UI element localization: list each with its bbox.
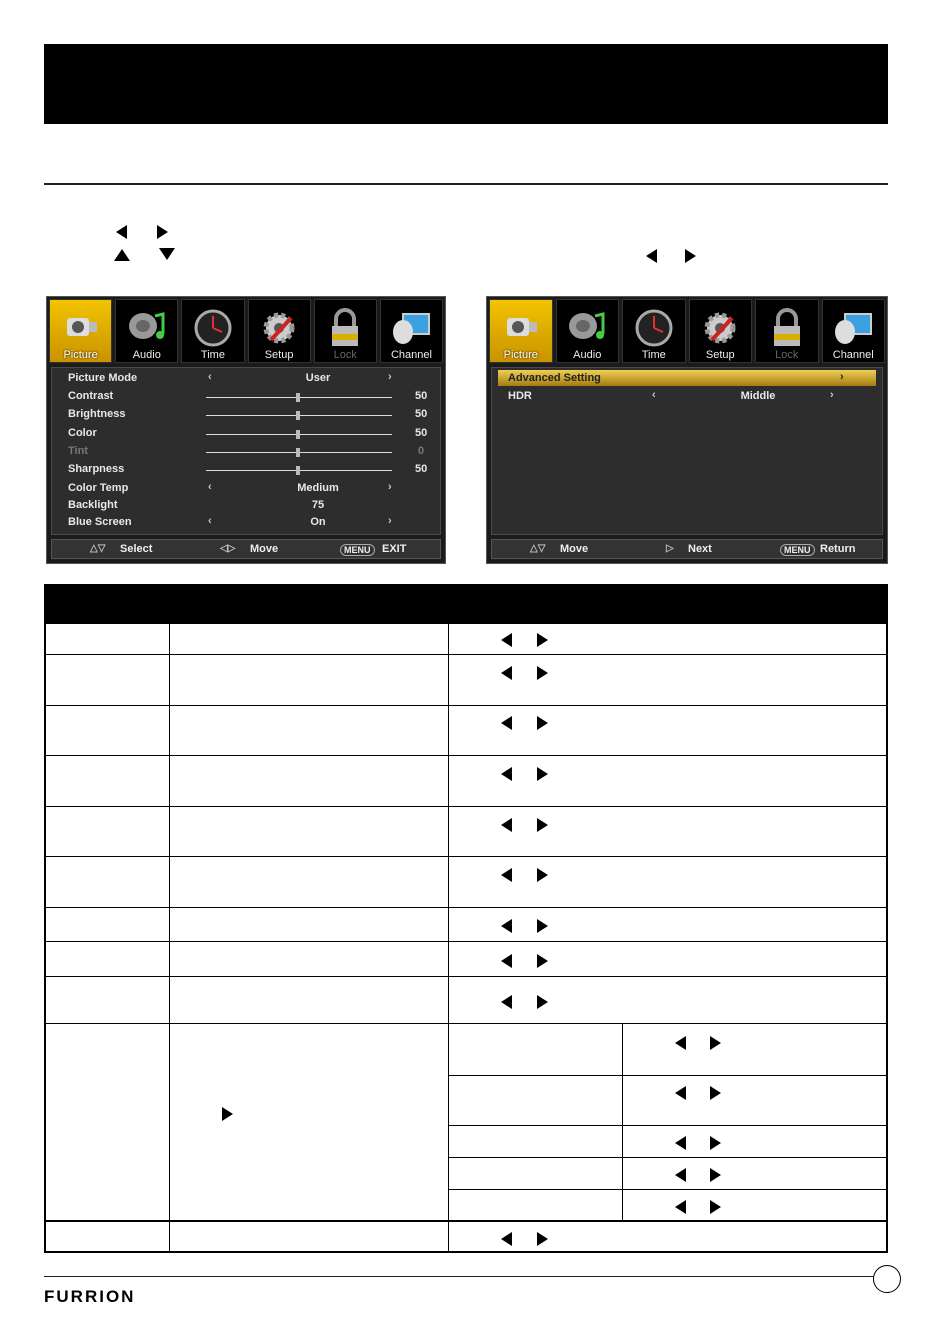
setting-value: 0: [418, 445, 425, 457]
tab-label: Audio: [132, 349, 161, 361]
left-arrow-icon: [675, 1036, 686, 1050]
right-arrow-icon: [537, 954, 548, 968]
setting-value: User: [305, 372, 331, 384]
setting-value: 75: [311, 499, 325, 511]
table-header: [46, 586, 886, 624]
camcorder-icon: [59, 308, 103, 348]
advanced-setting-row[interactable]: [508, 370, 872, 388]
slider-knob[interactable]: [296, 430, 300, 439]
row-divider: [46, 1220, 886, 1222]
row-divider: [46, 976, 886, 977]
tab-label: Audio: [573, 349, 602, 361]
row-divider: [46, 806, 886, 807]
chevron-left-icon[interactable]: ‹: [208, 515, 212, 527]
setting-label: Color: [68, 427, 97, 439]
setting-label: Brightness: [68, 408, 126, 420]
left-arrow-icon: [501, 1232, 512, 1246]
tab-picture[interactable]: [489, 299, 553, 363]
padlock-icon: [323, 308, 367, 348]
left-arrow-icon: [675, 1136, 686, 1150]
setting-label: Advanced Setting: [508, 372, 601, 384]
contrast-row[interactable]: [68, 388, 430, 406]
tab-setup[interactable]: [689, 299, 753, 363]
chevron-left-icon[interactable]: ‹: [208, 481, 212, 493]
left-arrow-icon: [675, 1086, 686, 1100]
picture-menu-screen: [46, 296, 446, 564]
row-divider: [46, 1023, 886, 1024]
menu-footer: [491, 539, 883, 559]
tab-label: Lock: [333, 349, 357, 361]
camcorder-icon: [499, 308, 543, 348]
footer-rule: [44, 1276, 874, 1277]
color-temp-row[interactable]: [68, 480, 430, 498]
settings-panel: [491, 367, 883, 535]
chevron-right-icon[interactable]: ›: [388, 371, 392, 383]
satellite-dish-icon: [831, 308, 875, 348]
tab-lock[interactable]: [755, 299, 819, 363]
right-arrow-icon: [710, 1086, 721, 1100]
row-divider: [448, 1157, 886, 1158]
left-arrow-icon: [501, 633, 512, 647]
chevron-right-icon[interactable]: ›: [388, 515, 392, 527]
chevron-left-icon[interactable]: ‹: [208, 371, 212, 383]
sharpness-row[interactable]: [68, 461, 430, 479]
footer-return-label: Return: [820, 543, 856, 555]
furrion-logo: FURRION: [44, 1287, 136, 1306]
left-arrow-icon: [501, 818, 512, 832]
tab-label: Setup: [705, 349, 735, 361]
row-divider: [46, 705, 886, 706]
up-arrow-icon: [114, 249, 130, 261]
setting-label: Backlight: [68, 499, 118, 511]
up-down-key-icon: △▽: [90, 543, 106, 554]
up-down-key-icon: △▽: [530, 543, 546, 554]
menu-key-icon: MENU: [340, 544, 375, 556]
row-divider: [46, 654, 886, 655]
sharpness-slider[interactable]: [206, 470, 392, 471]
row-divider: [448, 1189, 886, 1190]
left-arrow-icon: [675, 1168, 686, 1182]
tab-label: Setup: [264, 349, 294, 361]
left-arrow-icon: [501, 995, 512, 1009]
left-right-key-icon: ◁▷: [220, 543, 236, 554]
right-arrow-icon: [537, 1232, 548, 1246]
right-arrow-icon: [537, 919, 548, 933]
tab-label: Picture: [503, 349, 538, 361]
right-arrow-icon: [537, 767, 548, 781]
setting-value: 50: [415, 463, 428, 475]
left-arrow-icon: [501, 954, 512, 968]
contrast-slider[interactable]: [206, 397, 392, 398]
color-row[interactable]: [68, 425, 430, 443]
right-arrow-icon: [537, 633, 548, 647]
chevron-right-icon[interactable]: ›: [388, 481, 392, 493]
right-arrow-icon: [537, 666, 548, 680]
right-arrow-icon: [710, 1168, 721, 1182]
right-arrow-icon: [710, 1036, 721, 1050]
row-divider: [448, 1125, 886, 1126]
slider-knob[interactable]: [296, 411, 300, 420]
picture-mode-row[interactable]: [68, 370, 430, 388]
advanced-setting-menu-screen: [486, 296, 888, 564]
tab-audio[interactable]: [115, 299, 178, 363]
tab-label: Picture: [63, 349, 98, 361]
left-arrow-icon: [646, 249, 657, 263]
tab-label: Channel: [390, 349, 432, 361]
tab-channel[interactable]: [380, 299, 443, 363]
setting-value: 50: [415, 390, 428, 402]
padlock-icon: [765, 308, 809, 348]
clock-icon: [632, 308, 676, 348]
row-divider: [448, 1075, 886, 1076]
right-arrow-icon: [537, 868, 548, 882]
row-divider: [46, 856, 886, 857]
tab-time[interactable]: [622, 299, 686, 363]
column-divider: [169, 624, 170, 1251]
blue-screen-row[interactable]: [68, 514, 430, 532]
setting-value: Middle: [740, 390, 776, 402]
column-divider: [448, 624, 449, 1251]
right-arrow-icon: [710, 1200, 721, 1214]
tab-picture[interactable]: [49, 299, 112, 363]
menu-footer: [51, 539, 441, 559]
menu-tabs: [49, 299, 443, 363]
left-arrow-icon: [501, 666, 512, 680]
setting-label: Color Temp: [68, 482, 129, 494]
satellite-dish-icon: [389, 308, 433, 348]
section-banner: [44, 44, 888, 124]
speaker-note-icon: [125, 308, 169, 348]
setting-label: Tint: [68, 445, 88, 457]
column-divider: [622, 1023, 623, 1221]
setting-value: 50: [415, 427, 428, 439]
right-arrow-icon: [222, 1107, 233, 1121]
right-arrow-icon: [710, 1136, 721, 1150]
footer-exit-label: EXIT: [382, 543, 407, 555]
setting-label: Sharpness: [68, 463, 125, 475]
right-arrow-icon: [537, 716, 548, 730]
left-arrow-icon: [501, 868, 512, 882]
row-divider: [46, 941, 886, 942]
brightness-row[interactable]: [68, 406, 430, 424]
color-slider[interactable]: [206, 434, 392, 435]
tab-label: Time: [641, 349, 666, 361]
slider-knob[interactable]: [296, 393, 300, 402]
setting-label: Blue Screen: [68, 516, 132, 528]
divider-rule: [44, 183, 888, 185]
gear-wrench-icon: [698, 308, 742, 348]
left-arrow-icon: [675, 1200, 686, 1214]
settings-panel: [51, 367, 441, 535]
right-arrow-icon: [157, 225, 168, 239]
setting-value: On: [310, 516, 326, 528]
menu-tabs: [489, 299, 885, 363]
left-arrow-icon: [501, 716, 512, 730]
tab-label: Channel: [832, 349, 874, 361]
tab-label: Lock: [775, 349, 799, 361]
tab-audio[interactable]: [556, 299, 620, 363]
tab-channel[interactable]: [822, 299, 886, 363]
setting-label: HDR: [508, 390, 532, 402]
settings-table: [44, 584, 888, 1253]
footer-next-label: Next: [688, 543, 712, 555]
footer-move-label: Move: [250, 543, 279, 555]
left-arrow-icon: [116, 225, 127, 239]
setting-value: 50: [415, 408, 428, 420]
right-key-icon: ▷: [666, 543, 674, 554]
chevron-right-icon[interactable]: ›: [830, 389, 834, 401]
clock-icon: [191, 308, 235, 348]
slider-knob[interactable]: [296, 466, 300, 475]
left-arrow-icon: [501, 767, 512, 781]
footer-select-label: Select: [120, 543, 153, 555]
right-arrow-icon: [537, 818, 548, 832]
speaker-note-icon: [565, 308, 609, 348]
tab-lock[interactable]: [314, 299, 377, 363]
tint-row: [68, 443, 430, 461]
left-arrow-icon: [501, 919, 512, 933]
tab-time[interactable]: [181, 299, 244, 363]
setting-label: Contrast: [68, 390, 114, 402]
tab-setup[interactable]: [248, 299, 311, 363]
setting-label: Picture Mode: [68, 372, 138, 384]
setting-value: Medium: [297, 482, 339, 494]
page-number-circle: [873, 1265, 901, 1293]
gear-wrench-icon: [257, 308, 301, 348]
down-arrow-icon: [159, 248, 175, 260]
slider-knob: [296, 448, 300, 457]
chevron-left-icon[interactable]: ‹: [652, 389, 656, 401]
row-divider: [46, 755, 886, 756]
menu-key-icon: MENU: [780, 544, 815, 556]
hdr-row[interactable]: [508, 388, 872, 406]
chevron-right-icon[interactable]: ›: [840, 371, 844, 383]
tint-slider: [206, 452, 392, 453]
brightness-slider[interactable]: [206, 415, 392, 416]
row-divider: [46, 907, 886, 908]
footer-move-label: Move: [560, 543, 589, 555]
right-arrow-icon: [537, 995, 548, 1009]
backlight-row[interactable]: [68, 497, 430, 515]
right-arrow-icon: [685, 249, 696, 263]
tab-label: Time: [200, 349, 225, 361]
